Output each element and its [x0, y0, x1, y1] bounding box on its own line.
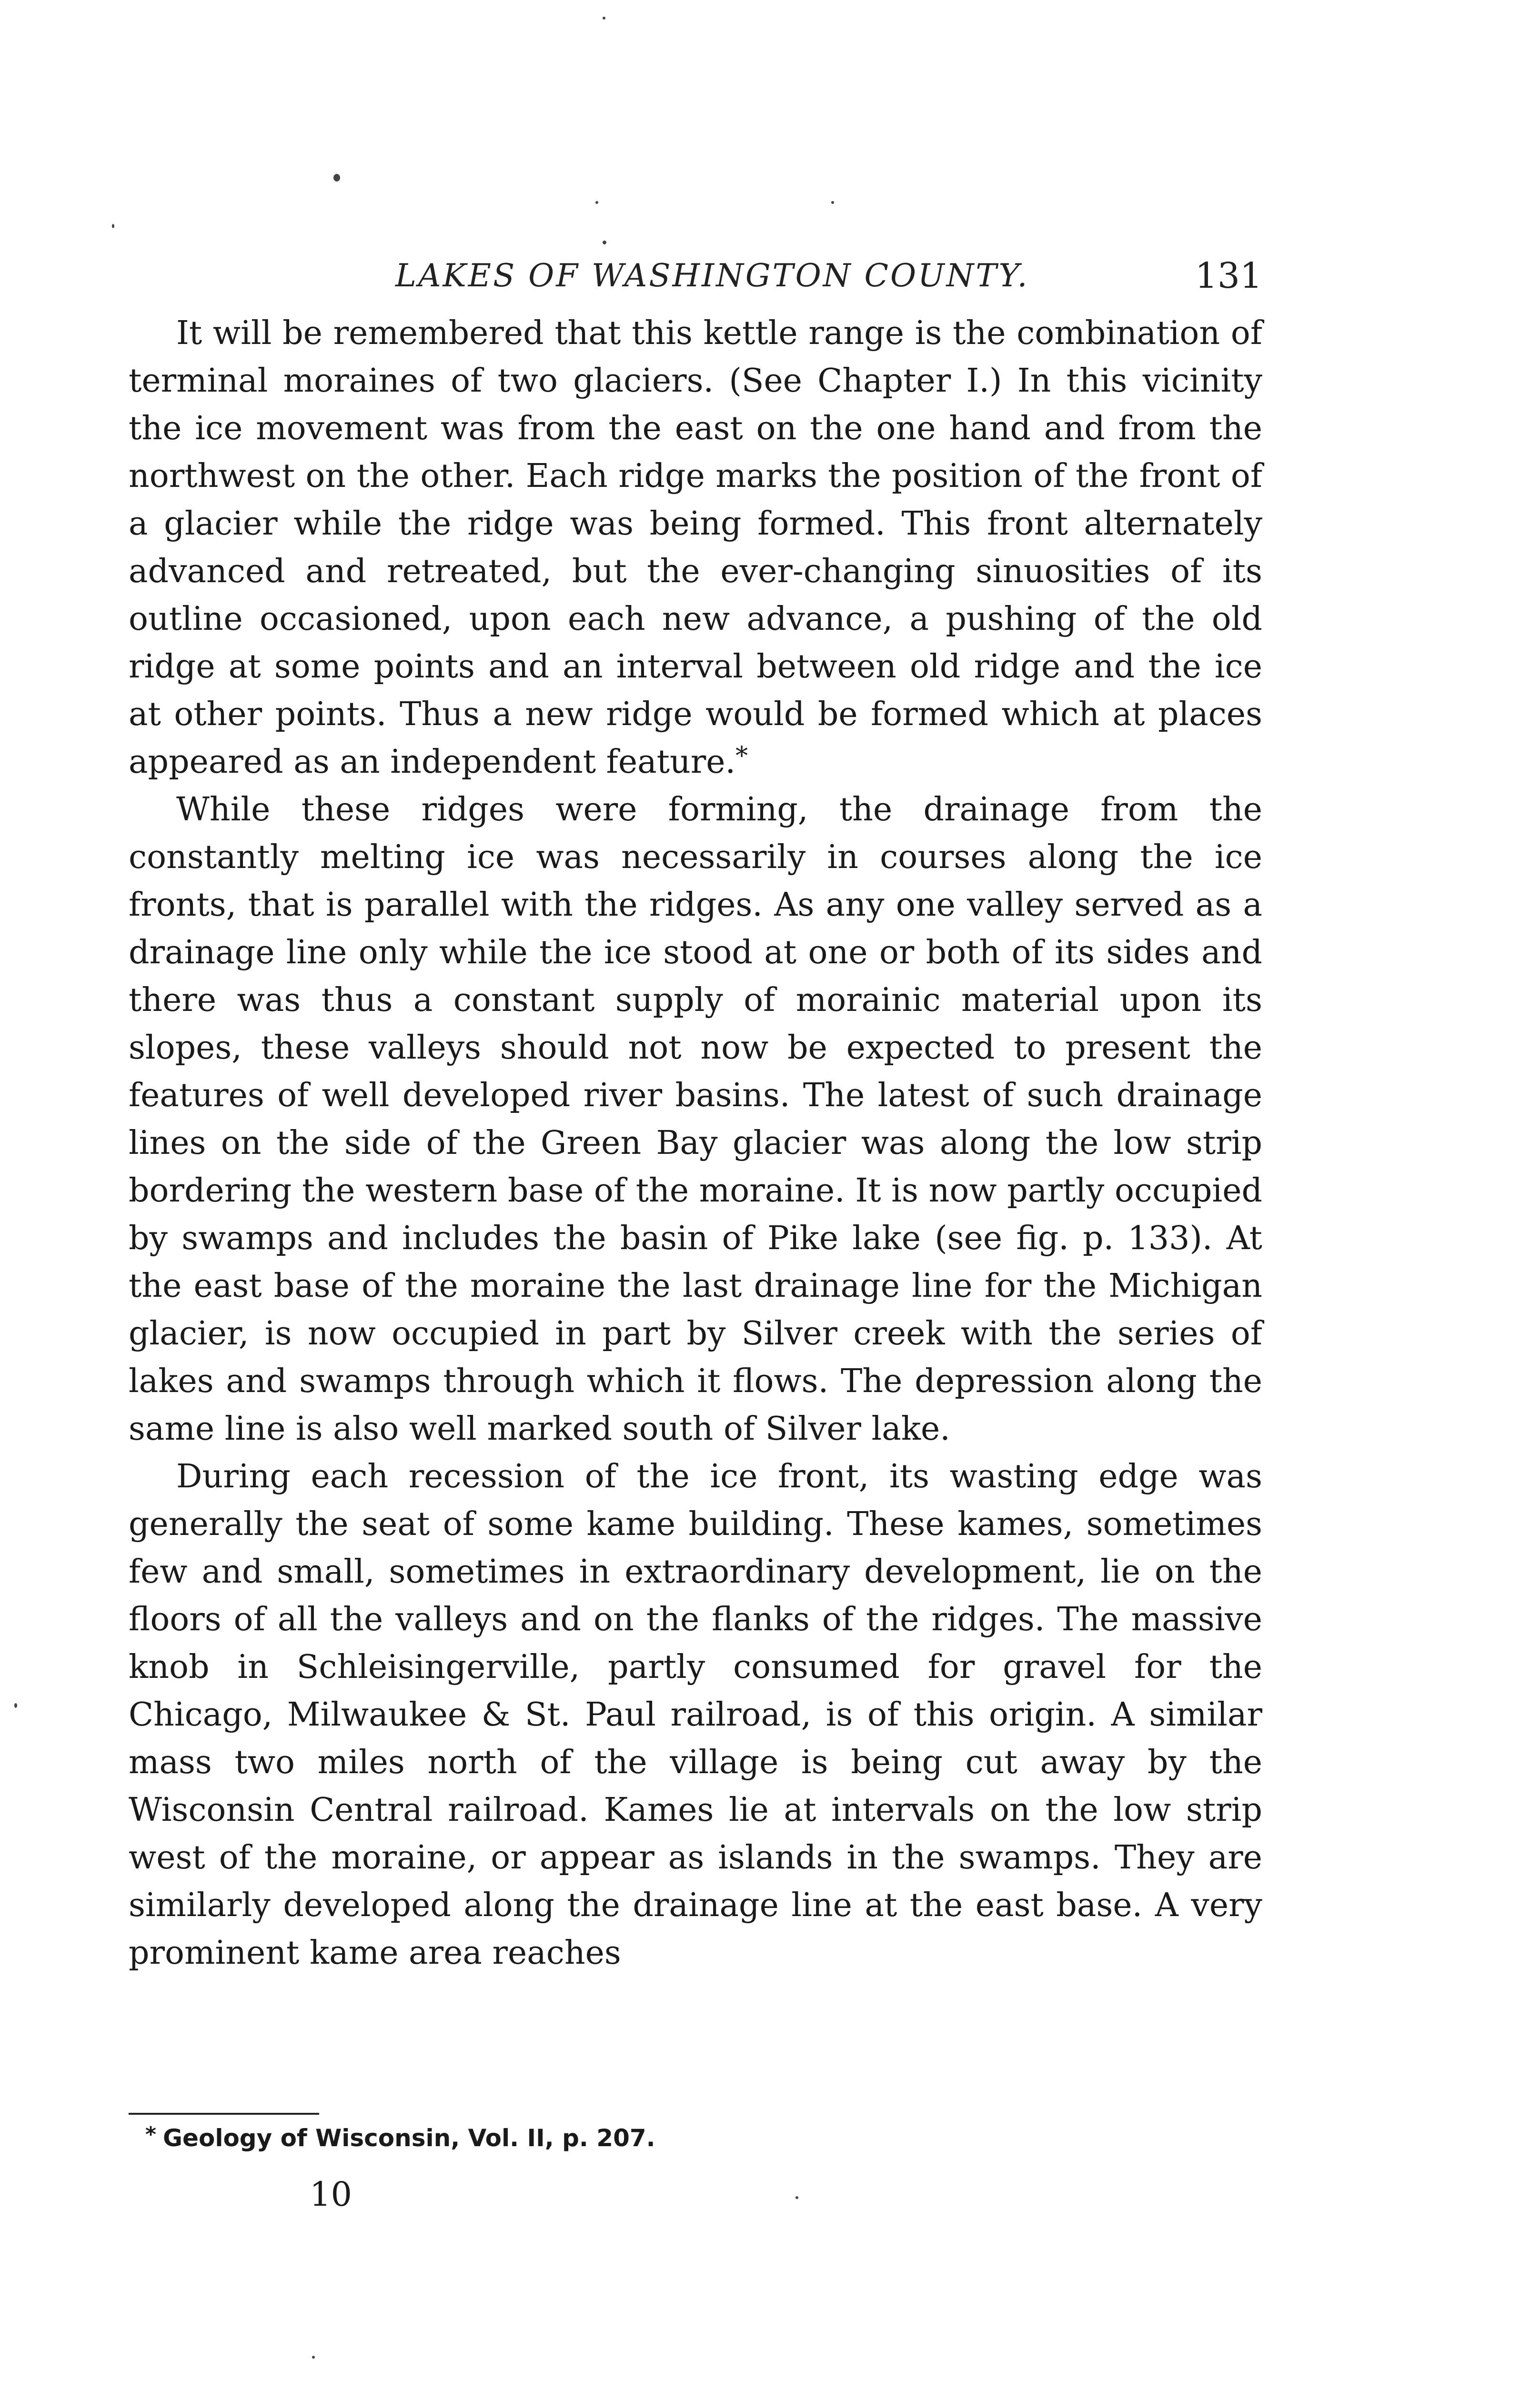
scan-speck — [312, 2356, 315, 2359]
body-text — [129, 310, 1262, 1977]
scan-speck — [333, 174, 340, 182]
footnote-reference: * — [735, 742, 748, 770]
paragraph-2-text: While these ridges were forming, the drainage from the constantly melting ice was necessarily in courses along the ice fronts, that is parallel with the ridges. As any one valley served as a drainage line only while the ice stood at one or both of its sides and there was thus a constant supply of morainic material upon its slopes, these valleys should not now be expected to present the features of well developed river basins. The latest of such drainage lines on the side of the Green Bay glacier was along the low strip bordering the western base of the moraine. It is now partly occupied by swamps and includes the basin of Pike lake (see fig. p. 133). At the east base of the moraine the last drainage line for the Michigan glacier, is now occupied in part by Silver creek with the series of lakes and swamps through which it flows. The depression along the same line is also well marked south of Silver lake. — [129, 791, 1262, 1448]
footnote-text: Geology of Wisconsin, Vol. II, p. 207. — [163, 2124, 655, 2152]
footnote-marker: * — [145, 2122, 157, 2147]
paragraph-2 — [129, 786, 1262, 1453]
scan-speck — [14, 1703, 17, 1708]
running-head — [129, 248, 1262, 300]
paragraph-1-text: It will be remembered that this kettle range is the combination of terminal moraines of two glaciers. (See Chapter I.) In this vicinity the ice movement was from the east on the one hand and from the northwest on the other. Each ridge marks the position of the front of a glacier while the ridge was being formed. This front alternately advanced and retreated, but the ever-changing sinuosities of its outline occasioned, upon each new advance, a pushing of the old ridge at some points and an interval between old ridge and the ice at other points. Thus a new ridge would be formed which at places appeared as an independent feature. — [129, 314, 1262, 781]
paragraph-3 — [129, 1453, 1262, 1977]
scan-speck — [112, 224, 114, 228]
scan-speck — [831, 201, 834, 204]
scan-speck — [603, 17, 605, 20]
footnote-rule — [129, 2113, 319, 2115]
page-number: 131 — [1195, 255, 1262, 296]
scan-speck — [795, 2196, 798, 2199]
scan-speck — [603, 241, 606, 244]
running-title: LAKES OF WASHINGTON COUNTY. — [395, 257, 1029, 294]
paragraph-1 — [129, 310, 1262, 786]
scan-speck — [595, 201, 598, 204]
signature-mark: 10 — [310, 2175, 352, 2214]
footnote — [145, 2122, 655, 2152]
paragraph-3-text: During each recession of the ice front, its wasting edge was generally the seat of some kame building. These kames, sometimes few and small, sometimes in extraordinary development, lie on the floors of all the valleys and on the flanks of the ridges. The massive knob in Schleisingerville, partly consumed for gravel for the Chicago, Milwaukee & St. Paul railroad, is of this origin. A similar mass two miles north of the village is being cut away by the Wisconsin Central railroad. Kames lie at intervals on the low strip west of the moraine, or appear as islands in the swamps. They are similarly developed along the drainage line at the east base. A very prominent kame area reaches — [129, 1458, 1262, 1972]
